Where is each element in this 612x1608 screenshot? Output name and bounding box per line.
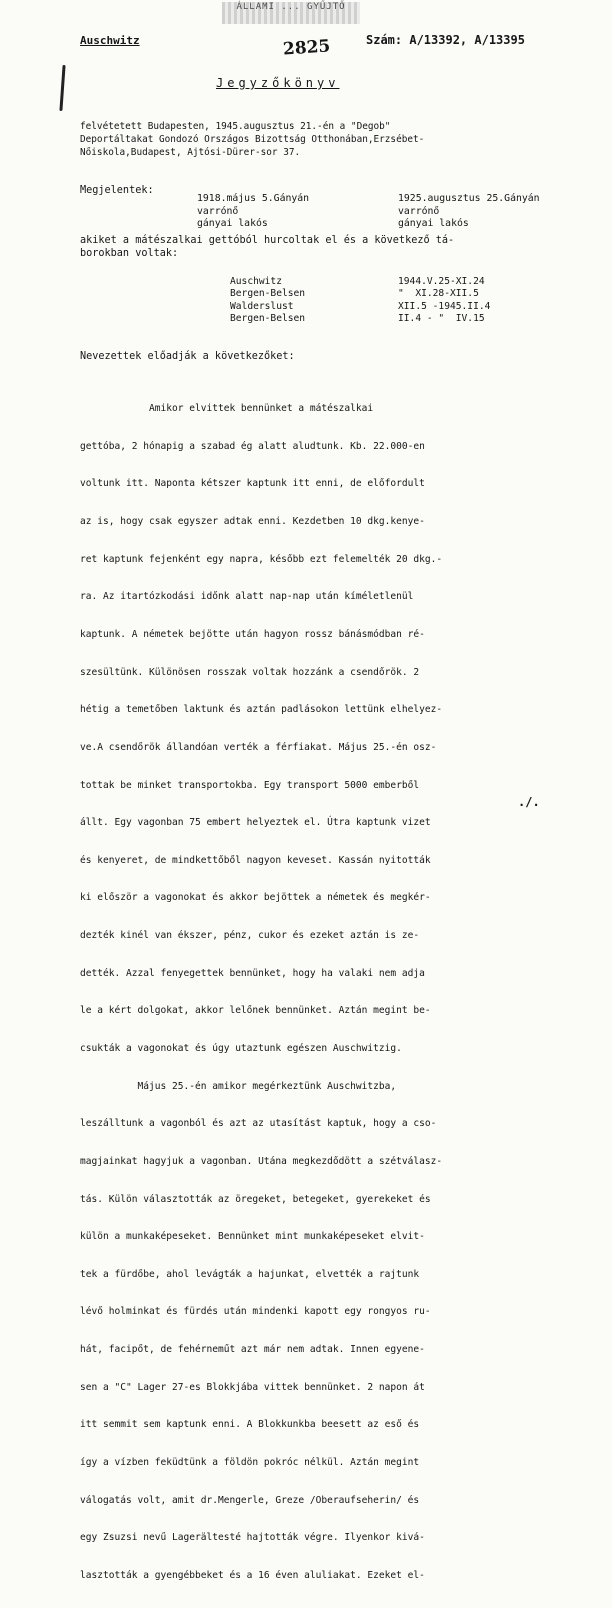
handwritten-number: 2825 — [282, 36, 331, 60]
continuation-mark: ./. — [518, 795, 540, 809]
body-line: szesültünk. Különösen rosszak voltak hozzánk a csendőrök. 2 — [80, 666, 420, 678]
camp-name: Bergen-Belsen — [230, 313, 306, 325]
body-line: dették. Azzal fenyegettek bennünket, hogy ha valaki nem adja — [80, 967, 425, 979]
body-line: így a vízben feküdtünk a földön pokróc nélkül. Aztán megint — [80, 1457, 420, 1469]
camp-dates — [398, 276, 490, 326]
person-1-block — [197, 193, 309, 231]
body-line: voltunk itt. Naponta kétszer kaptunk itt enni, de előfordult — [80, 478, 425, 490]
body-line: ve.A csendőrök állandóan verték a férfiakat. Május 25.-én osz- — [80, 741, 437, 753]
intro-line: Nőiskola,Budapest, Ajtósi-Dürer-sor 37. — [80, 147, 301, 158]
body-line: dezték kinél van ékszer, pénz, cukor és ezeket aztán is ze- — [80, 930, 420, 942]
body-line: egy Zsuzsi nevű Lagerältesté hajtották végre. Ilyenkor kivá- — [80, 1532, 425, 1544]
ghetto-line: akiket a mátészalkai gettóból hurcoltak el és a következő tá- — [80, 235, 455, 246]
body-line: Amikor elvittek bennünket a mátészalkai — [80, 403, 374, 415]
person-2-occupation: varrónő — [398, 205, 440, 217]
person-1-residence: gányai lakós — [197, 218, 268, 230]
body-line: tás. Külön választották az öregeket, betegeket, gyerekeket és — [80, 1193, 431, 1205]
body-line: hétig a temetőben laktunk és aztán padlásokon lettünk elhelyez- — [80, 704, 443, 716]
person-2-residence: gányai lakós — [398, 218, 469, 230]
camp-dates-entry: " XI.28-XII.5 — [398, 288, 479, 300]
body-line: itt semmit sem kaptunk enni. A Blokkunkba beesett az eső és — [80, 1419, 420, 1431]
document-title: Jegyzőkönyv — [216, 76, 340, 90]
stamp-text: ÁLLAMI ... GYŰJTŐ — [236, 2, 346, 12]
body-line: gettóba, 2 hónapig a szabad ég alatt aludtunk. Kb. 22.000-en — [80, 440, 425, 452]
place-heading: Auschwitz — [80, 34, 140, 47]
body-line: csukták a vagonokat és úgy utaztunk egészen Auschwitzig. — [80, 1042, 402, 1054]
ghetto-paragraph — [80, 234, 454, 260]
person-2-block — [398, 193, 540, 231]
intro-line: Deportáltakat Gondozó Országos Bizottság Otthonában,Erzsébet- — [80, 134, 425, 145]
body-line: magjainkat hagyjuk a vagonban. Utána megkezdődött a szétválasz- — [80, 1155, 443, 1167]
body-line: Május 25.-én amikor megérkeztünk Auschwitzba, — [80, 1080, 397, 1092]
body-line: lasztották a gyengébbeket és a 16 éven aluliakat. Ezeket el- — [80, 1569, 425, 1581]
margin-pen-mark — [59, 65, 65, 111]
person-2-birth: 1925.augusztus 25.Gányán — [398, 193, 540, 204]
body-line: le a kért dolgokat, akkor lelőnek bennünket. Aztán megint be- — [80, 1005, 431, 1017]
body-line: az is, hogy csak egyszer adtak enni. Kezdetben 10 dkg.kenye- — [80, 516, 425, 528]
camp-names — [230, 276, 305, 326]
camp-dates-entry: XII.5 -1945.II.4 — [398, 300, 491, 312]
body-line: tek a fürdőbe, ahol levágták a hajunkat, elvették a rajtunk — [80, 1268, 420, 1280]
body-line: és kenyeret, de mindkettőből nagyon keveset. Kassán nyitották — [80, 854, 431, 866]
body-line: kaptunk. A németek bejötte után hagyon rossz bánásmódban ré- — [80, 628, 425, 640]
appeared-label: Megjelentek: — [80, 185, 154, 196]
record-number-value: A/13392, A/13395 — [409, 33, 525, 47]
body-line: lévő holminkat és fürdés után mindenki kapott egy rongyos ru- — [80, 1306, 431, 1318]
camp-name: Auschwitz — [230, 276, 282, 287]
ghetto-line: borokban voltak: — [80, 248, 179, 259]
body-line: ki először a vagonokat és akkor bejöttek a németek és megkér- — [80, 892, 431, 904]
person-1-birth: 1918.május 5.Gányán — [197, 193, 310, 204]
person-1-occupation: varrónő — [197, 205, 239, 217]
body-line: állt. Egy vagonban 75 embert helyeztek el. Útra kaptunk vizet — [80, 817, 431, 829]
body-line: külön a munkaképeseket. Bennünket mint munkaképeseket elvit- — [80, 1231, 425, 1243]
camp-dates-entry: 1944.V.25-XI.24 — [398, 276, 485, 287]
record-number — [366, 33, 525, 47]
body-line: hát, facipőt, de fehérneműt azt már nem adtak. Innen egyene- — [80, 1344, 425, 1356]
body-line: leszálltunk a vagonból és azt az utasítást kaptuk, hogy a cso- — [80, 1118, 437, 1130]
body-line: ret kaptunk fejenként egy napra, később ezt felemelték 20 dkg.- — [80, 553, 443, 565]
camp-dates-entry: II.4 - " IV.15 — [398, 313, 485, 325]
camp-name: Walderslust — [230, 300, 294, 312]
archive-stamp — [222, 2, 360, 24]
testimony-body — [80, 378, 580, 1608]
intro-paragraph — [80, 120, 560, 159]
body-line: válogatás volt, amit dr.Mengerle, Greze /Oberaufseherin/ és — [80, 1494, 420, 1506]
body-line: tottak be minket transportokba. Egy transport 5000 emberből — [80, 779, 420, 791]
record-number-label: Szám: — [366, 33, 403, 47]
camp-name: Bergen-Belsen — [230, 288, 306, 300]
intro-line: felvétetett Budapesten, 1945.augusztus 21.-én a "Degob" — [80, 121, 391, 132]
body-line: sen a "C" Lager 27-es Blokkjába vittek bennünket. 2 napon át — [80, 1381, 425, 1393]
body-line: ra. Az itartózkodási időnk alatt nap-nap után kíméletlenül — [80, 591, 414, 603]
following-label: Nevezettek előadják a következőket: — [80, 351, 295, 362]
